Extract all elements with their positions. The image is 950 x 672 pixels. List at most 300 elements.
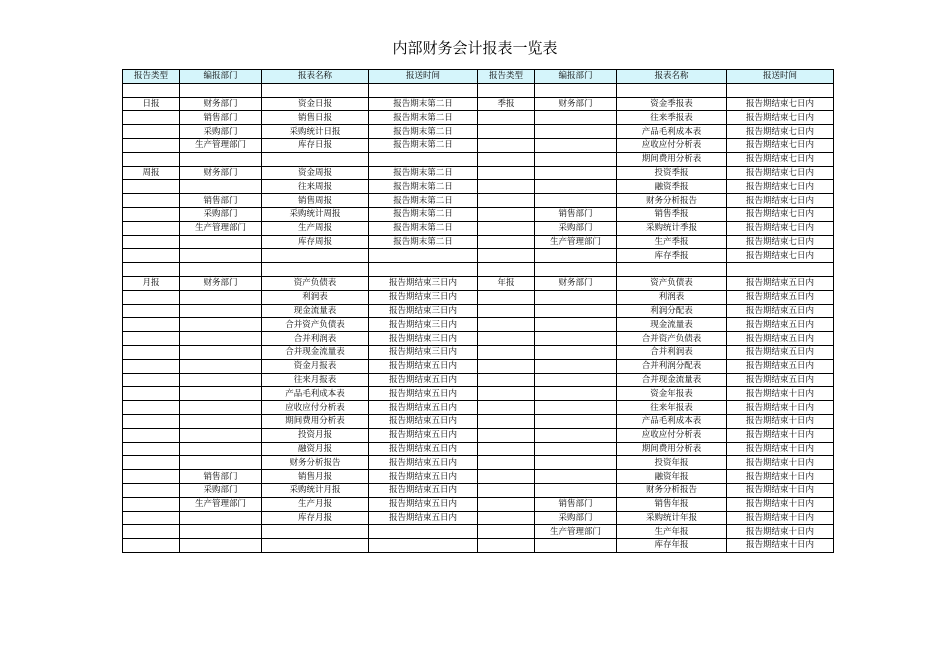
- table-cell: 报告期结束五日内: [369, 456, 478, 470]
- table-cell: [123, 290, 180, 304]
- table-cell: 资金月报表: [262, 359, 369, 373]
- table-cell: [180, 263, 262, 277]
- table-cell: [478, 345, 535, 359]
- table-cell: [123, 511, 180, 525]
- table-cell: 报告期结束七日内: [727, 180, 834, 194]
- table-cell: [617, 263, 727, 277]
- table-cell: 报告期结束三日内: [369, 318, 478, 332]
- column-header: 报告类型: [478, 70, 535, 84]
- column-header: 报表名称: [262, 70, 369, 84]
- table-cell: [262, 263, 369, 277]
- table-cell: [180, 525, 262, 539]
- table-row: [123, 414, 834, 428]
- table-cell: [180, 414, 262, 428]
- table-cell: [262, 152, 369, 166]
- table-cell: 融资年报: [617, 470, 727, 484]
- table-cell: [123, 180, 180, 194]
- table-cell: 报告期结束三日内: [369, 332, 478, 346]
- table-cell: 现金流量表: [617, 318, 727, 332]
- table-cell: [123, 525, 180, 539]
- table-cell: [478, 332, 535, 346]
- table-cell: [180, 428, 262, 442]
- table-cell: [369, 263, 478, 277]
- table-cell: 报告期结束七日内: [727, 97, 834, 111]
- table-cell: 报告期末第二日: [369, 97, 478, 111]
- table-cell: 融资月报: [262, 442, 369, 456]
- table-cell: [535, 345, 617, 359]
- table-cell: 库存月报: [262, 511, 369, 525]
- table-cell: 报告期结束五日内: [727, 304, 834, 318]
- table-cell: [535, 180, 617, 194]
- table-cell: 销售周报: [262, 194, 369, 208]
- table-cell: [123, 138, 180, 152]
- table-cell: 应收应付分析表: [617, 138, 727, 152]
- table-row: [123, 345, 834, 359]
- table-cell: 报告期结束十日内: [727, 525, 834, 539]
- table-cell: [123, 111, 180, 125]
- table-cell: [369, 525, 478, 539]
- table-cell: [535, 442, 617, 456]
- table-row: [123, 125, 834, 139]
- table-cell: 财务部门: [180, 166, 262, 180]
- column-header: 编报部门: [180, 70, 262, 84]
- table-cell: 销售月报: [262, 470, 369, 484]
- table-cell: [262, 525, 369, 539]
- table-cell: 资金年报表: [617, 387, 727, 401]
- table-cell: 投资年报: [617, 456, 727, 470]
- table-cell: [123, 428, 180, 442]
- table-cell: 报告期结束五日内: [727, 359, 834, 373]
- table-cell: [123, 442, 180, 456]
- table-cell: 产品毛利成本表: [262, 387, 369, 401]
- table-cell: 采购部门: [180, 125, 262, 139]
- table-cell: 生产管理部门: [535, 525, 617, 539]
- table-cell: 合并现金流量表: [262, 345, 369, 359]
- table-cell: [123, 318, 180, 332]
- table-cell: 采购部门: [535, 221, 617, 235]
- header-row: [123, 70, 834, 84]
- column-header: 报送时间: [369, 70, 478, 84]
- table-cell: 资金日报: [262, 97, 369, 111]
- table-cell: 报告期结束五日内: [727, 332, 834, 346]
- table-cell: [727, 83, 834, 97]
- table-cell: [123, 221, 180, 235]
- table-row: [123, 304, 834, 318]
- table-cell: 报告期结束五日内: [369, 511, 478, 525]
- table-cell: [478, 235, 535, 249]
- table-row: [123, 428, 834, 442]
- table-cell: [478, 428, 535, 442]
- table-cell: 报告期末第二日: [369, 125, 478, 139]
- table-cell: 报告期结束七日内: [727, 138, 834, 152]
- table-cell: 报告期结束十日内: [727, 428, 834, 442]
- table-cell: [123, 207, 180, 221]
- table-cell: 往来年报表: [617, 401, 727, 415]
- table-row: [123, 387, 834, 401]
- table-row: [123, 525, 834, 539]
- table-cell: [535, 332, 617, 346]
- table-cell: 生产管理部门: [535, 235, 617, 249]
- table-cell: [180, 83, 262, 97]
- table-cell: 销售部门: [180, 194, 262, 208]
- report-table: [122, 69, 834, 553]
- table-cell: 生产管理部门: [180, 497, 262, 511]
- table-cell: 财务部门: [180, 276, 262, 290]
- table-cell: 采购部门: [535, 511, 617, 525]
- table-cell: [123, 401, 180, 415]
- table-cell: [535, 414, 617, 428]
- table-row: [123, 111, 834, 125]
- table-cell: 财务部门: [180, 97, 262, 111]
- table-cell: [180, 152, 262, 166]
- table-cell: 报告期结束七日内: [727, 194, 834, 208]
- table-cell: [180, 345, 262, 359]
- table-cell: 周报: [123, 166, 180, 180]
- table-cell: [123, 414, 180, 428]
- table-cell: 财务分析报告: [617, 194, 727, 208]
- table-cell: 资产负债表: [617, 276, 727, 290]
- table-cell: [478, 194, 535, 208]
- table-row: [123, 221, 834, 235]
- table-cell: 报告期结束十日内: [727, 497, 834, 511]
- table-row: [123, 373, 834, 387]
- table-cell: [617, 83, 727, 97]
- table-cell: 报告期结束三日内: [369, 290, 478, 304]
- table-cell: [478, 511, 535, 525]
- table-row: [123, 276, 834, 290]
- table-cell: 采购部门: [180, 207, 262, 221]
- table-cell: [180, 290, 262, 304]
- table-cell: 应收应付分析表: [617, 428, 727, 442]
- table-cell: [478, 539, 535, 553]
- table-row: [123, 263, 834, 277]
- table-cell: 报告期结束五日内: [369, 442, 478, 456]
- page-title: 内部财务会计报表一览表: [392, 39, 558, 57]
- table-cell: 资金周报: [262, 166, 369, 180]
- table-cell: [123, 83, 180, 97]
- table-cell: 报告期末第二日: [369, 180, 478, 194]
- table-body: [123, 83, 834, 552]
- table-cell: 报告期结束七日内: [727, 235, 834, 249]
- table-cell: 报告期结束五日内: [369, 428, 478, 442]
- table-cell: 报告期结束五日内: [369, 359, 478, 373]
- table-cell: 报告期结束五日内: [369, 373, 478, 387]
- table-cell: 财务部门: [535, 97, 617, 111]
- table-cell: [180, 539, 262, 553]
- table-cell: 销售部门: [535, 207, 617, 221]
- table-cell: 报告期末第二日: [369, 235, 478, 249]
- table-cell: [478, 83, 535, 97]
- table-cell: [478, 442, 535, 456]
- table-cell: 报告期结束五日内: [727, 373, 834, 387]
- table-row: [123, 180, 834, 194]
- table-cell: 报告期结束五日内: [727, 318, 834, 332]
- column-header: 报送时间: [727, 70, 834, 84]
- table-row: [123, 207, 834, 221]
- table-cell: 投资季报: [617, 166, 727, 180]
- table-cell: [123, 332, 180, 346]
- table-row: [123, 318, 834, 332]
- table-cell: 报告期末第二日: [369, 111, 478, 125]
- table-cell: 财务分析报告: [617, 483, 727, 497]
- table-cell: 报告期结束七日内: [727, 249, 834, 263]
- table-cell: 采购统计月报: [262, 483, 369, 497]
- table-cell: [180, 456, 262, 470]
- table-cell: 日报: [123, 97, 180, 111]
- table-cell: [180, 304, 262, 318]
- table-cell: 投资月报: [262, 428, 369, 442]
- table-cell: [123, 249, 180, 263]
- table-cell: [535, 373, 617, 387]
- table-cell: [478, 497, 535, 511]
- table-row: [123, 249, 834, 263]
- table-row: [123, 511, 834, 525]
- table-cell: [535, 318, 617, 332]
- table-cell: [535, 483, 617, 497]
- table-cell: [123, 359, 180, 373]
- table-cell: 报告期结束七日内: [727, 166, 834, 180]
- table-cell: [123, 235, 180, 249]
- table-cell: 库存日报: [262, 138, 369, 152]
- table-cell: 报告期结束七日内: [727, 125, 834, 139]
- table-cell: 销售日报: [262, 111, 369, 125]
- table-row: [123, 194, 834, 208]
- table-cell: 报告期结束十日内: [727, 539, 834, 553]
- table-cell: [478, 263, 535, 277]
- table-cell: [727, 263, 834, 277]
- table-cell: [123, 470, 180, 484]
- table-cell: [123, 263, 180, 277]
- table-cell: 期间费用分析表: [262, 414, 369, 428]
- table-row: [123, 483, 834, 497]
- table-cell: 报告期结束十日内: [727, 414, 834, 428]
- column-header: 报表名称: [617, 70, 727, 84]
- table-row: [123, 83, 834, 97]
- table-row: [123, 235, 834, 249]
- table-cell: 库存季报: [617, 249, 727, 263]
- table-cell: [535, 194, 617, 208]
- table-cell: 报告期结束十日内: [727, 387, 834, 401]
- table-cell: [478, 152, 535, 166]
- table-cell: 报告期结束七日内: [727, 152, 834, 166]
- table-cell: [180, 180, 262, 194]
- table-cell: [180, 318, 262, 332]
- table-cell: [535, 152, 617, 166]
- table-cell: [123, 345, 180, 359]
- table-cell: 合并利润表: [617, 345, 727, 359]
- table-cell: [478, 138, 535, 152]
- table-cell: [535, 359, 617, 373]
- table-cell: [535, 428, 617, 442]
- column-header: 编报部门: [535, 70, 617, 84]
- table-cell: 财务分析报告: [262, 456, 369, 470]
- table-cell: 报告期末第二日: [369, 166, 478, 180]
- table-cell: 月报: [123, 276, 180, 290]
- table-cell: 生产管理部门: [180, 138, 262, 152]
- table-cell: 采购统计周报: [262, 207, 369, 221]
- table-cell: 销售部门: [535, 497, 617, 511]
- table-row: [123, 401, 834, 415]
- table-cell: [535, 539, 617, 553]
- table-row: [123, 332, 834, 346]
- table-cell: 生产周报: [262, 221, 369, 235]
- table-cell: 报告期结束五日内: [369, 497, 478, 511]
- table-cell: [123, 152, 180, 166]
- table-cell: [478, 318, 535, 332]
- table-cell: 报告期结束七日内: [727, 221, 834, 235]
- table-cell: [535, 263, 617, 277]
- table-cell: [478, 304, 535, 318]
- table-cell: [478, 483, 535, 497]
- table-cell: [123, 373, 180, 387]
- table-cell: [478, 207, 535, 221]
- table-cell: 期间费用分析表: [617, 152, 727, 166]
- table-cell: 合并利润分配表: [617, 359, 727, 373]
- table-cell: 往来周报: [262, 180, 369, 194]
- table-cell: [478, 221, 535, 235]
- table-cell: 报告期结束五日内: [369, 387, 478, 401]
- table-cell: 报告期结束五日内: [369, 401, 478, 415]
- table-cell: 采购部门: [180, 483, 262, 497]
- table-cell: 销售季报: [617, 207, 727, 221]
- table-cell: 采购统计年报: [617, 511, 727, 525]
- table-cell: 报告期结束三日内: [369, 345, 478, 359]
- table-cell: 合并资产负债表: [617, 332, 727, 346]
- table-cell: [123, 387, 180, 401]
- table-row: [123, 497, 834, 511]
- table-cell: [180, 359, 262, 373]
- column-header: 报告类型: [123, 70, 180, 84]
- table-cell: [535, 290, 617, 304]
- table-cell: [180, 373, 262, 387]
- table-cell: 报告期结束十日内: [727, 442, 834, 456]
- table-cell: [123, 539, 180, 553]
- table-cell: 销售年报: [617, 497, 727, 511]
- table-cell: 期间费用分析表: [617, 442, 727, 456]
- table-row: [123, 470, 834, 484]
- table-cell: [535, 456, 617, 470]
- table-cell: 报告期结束三日内: [369, 304, 478, 318]
- table-cell: [535, 125, 617, 139]
- table-cell: 产品毛利成本表: [617, 125, 727, 139]
- table-cell: [535, 401, 617, 415]
- table-cell: [180, 332, 262, 346]
- table-cell: [535, 249, 617, 263]
- table-cell: 报告期末第二日: [369, 221, 478, 235]
- table-cell: [180, 401, 262, 415]
- table-cell: 报告期结束五日内: [727, 276, 834, 290]
- table-cell: [478, 373, 535, 387]
- table-row: [123, 359, 834, 373]
- table-cell: 利润表: [617, 290, 727, 304]
- table-cell: 报告期结束十日内: [727, 511, 834, 525]
- table-cell: [478, 249, 535, 263]
- table-cell: 库存周报: [262, 235, 369, 249]
- table-cell: [535, 387, 617, 401]
- table-cell: 融资季报: [617, 180, 727, 194]
- table-row: [123, 290, 834, 304]
- table-cell: 采购统计日报: [262, 125, 369, 139]
- table-cell: 财务部门: [535, 276, 617, 290]
- table-cell: [369, 539, 478, 553]
- table-cell: [369, 83, 478, 97]
- table-cell: [262, 539, 369, 553]
- table-cell: 利润表: [262, 290, 369, 304]
- table-cell: [123, 483, 180, 497]
- table-cell: 报告期结束五日内: [727, 290, 834, 304]
- table-cell: 报告期结束五日内: [369, 470, 478, 484]
- table-cell: [535, 166, 617, 180]
- table-cell: 生产管理部门: [180, 221, 262, 235]
- table-cell: [478, 414, 535, 428]
- table-cell: 往来月报表: [262, 373, 369, 387]
- table-cell: 报告期结束五日内: [369, 483, 478, 497]
- table-cell: 资产负债表: [262, 276, 369, 290]
- table-cell: [180, 511, 262, 525]
- table-cell: [478, 387, 535, 401]
- table-cell: [180, 387, 262, 401]
- table-cell: [478, 470, 535, 484]
- table-cell: [535, 470, 617, 484]
- table-cell: 往来季报表: [617, 111, 727, 125]
- table-cell: 年报: [478, 276, 535, 290]
- table-cell: 报告期结束十日内: [727, 470, 834, 484]
- table-cell: 采购统计季报: [617, 221, 727, 235]
- table-cell: 报告期结束五日内: [369, 414, 478, 428]
- table-cell: 资金季报表: [617, 97, 727, 111]
- table-cell: 报告期结束十日内: [727, 483, 834, 497]
- table-cell: [535, 111, 617, 125]
- table-cell: [369, 152, 478, 166]
- table-cell: [478, 359, 535, 373]
- table-cell: [478, 111, 535, 125]
- table-cell: 报告期末第二日: [369, 194, 478, 208]
- table-row: [123, 442, 834, 456]
- table-cell: [478, 290, 535, 304]
- table-cell: [123, 497, 180, 511]
- table-cell: [180, 442, 262, 456]
- table-cell: 报告期末第二日: [369, 138, 478, 152]
- table-cell: [478, 456, 535, 470]
- table-row: [123, 138, 834, 152]
- table-row: [123, 152, 834, 166]
- table-cell: 报告期结束十日内: [727, 401, 834, 415]
- table-cell: [535, 304, 617, 318]
- table-cell: 生产年报: [617, 525, 727, 539]
- table-cell: 报告期结束三日内: [369, 276, 478, 290]
- table-cell: [478, 401, 535, 415]
- table-cell: [478, 525, 535, 539]
- table-row: [123, 166, 834, 180]
- table-cell: 报告期结束五日内: [727, 345, 834, 359]
- table-row: [123, 539, 834, 553]
- table-cell: 现金流量表: [262, 304, 369, 318]
- table-cell: [262, 249, 369, 263]
- table-cell: 销售部门: [180, 111, 262, 125]
- table-row: [123, 97, 834, 111]
- table-cell: 库存年报: [617, 539, 727, 553]
- table-cell: [369, 249, 478, 263]
- table-cell: 销售部门: [180, 470, 262, 484]
- table-row: [123, 456, 834, 470]
- table-cell: [478, 125, 535, 139]
- table-cell: 报告期结束七日内: [727, 111, 834, 125]
- table-cell: [478, 180, 535, 194]
- table-cell: 生产季报: [617, 235, 727, 249]
- table-cell: 产品毛利成本表: [617, 414, 727, 428]
- table-cell: 报告期结束七日内: [727, 207, 834, 221]
- table-cell: [123, 194, 180, 208]
